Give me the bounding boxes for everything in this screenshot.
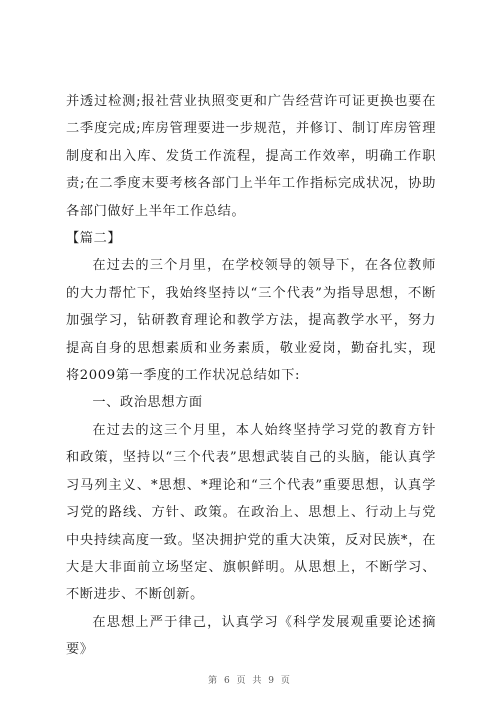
paragraph-intro: 在过去的三个月里，在学校领导的领导下，在各位教师的大力帮忙下，我始终坚持以“三个代表”为指导思想，不断加强学习，钻研教育理论和教学方法，提高教学水平，努力提高自身的思想素质和业务素质，敬业爱岗，勤奋扎实，现将2009第一季度的工作状况总结如下: — [66, 258, 436, 384]
section-title: 【篇二】 — [66, 231, 122, 247]
paragraph-political: 在过去的这三个月里，本人始终坚持学习党的教育方针和政策，坚持以“三个代表”思想武装自己的头脑，能认真学习马列主义、*思想、*理论和“三个代表”重要思想，认真学习党的路线、方针、政策。在政治上、思想上、行动上与党中央持续高度一致。坚决拥护党的重大决策，反对民族*，在大是大非面前立场坚定、旗帜鲜明。从思想上，不断学习、不断进步、不断创新。 — [66, 422, 436, 603]
paragraph-continued: 并透过检测;报社营业执照变更和广告经营许可证更换也要在二季度完成;库房管理要进一步规范，并修订、制订库房管理制度和出入库、发货工作流程，提高工作效率，明确工作职责;在二季度末要考核各部门上半年工作指标完成状况，协助各部门做好上半年工作总结。 — [66, 94, 436, 219]
page-number-footer: 第 6 页 共 9 页 — [208, 676, 292, 686]
heading-political-thought: 一、政治思想方面 — [92, 395, 203, 411]
paragraph-self-discipline: 在思想上严于律己，认真学习《科学发展观重要论述摘要》 — [66, 614, 436, 658]
document-body — [66, 88, 436, 664]
